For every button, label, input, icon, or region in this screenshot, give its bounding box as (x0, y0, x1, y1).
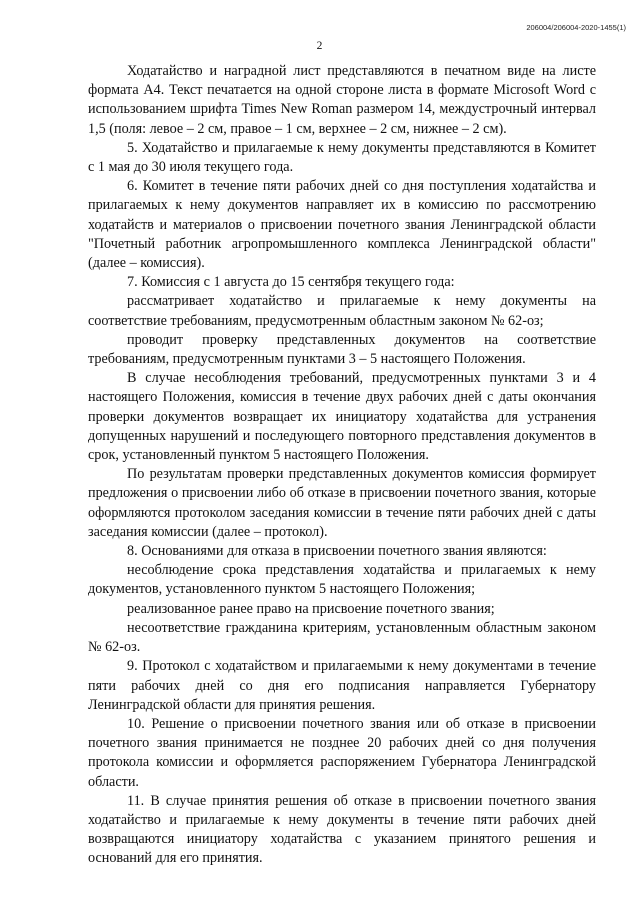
paragraph-format-requirements: Ходатайство и наградной лист представляются в печатном виде на листе формата А4. Текст печатается на одной стороне листа в формате Microsoft Word с использованием шрифта Times New Roman размером 14, междустрочный интервал 1,5 (поля: левое – 2 см, правое – 1 см, верхнее – 2 см, нижнее – 2 см). (88, 63, 596, 137)
paragraph-8-ground-criteria: несоответствие гражданина критериям, установленным областным законом № 62-оз. (88, 619, 596, 656)
paragraph-7-commission-period: 7. Комиссия с 1 августа до 15 сентября текущего года: (127, 274, 455, 291)
paragraph-11-refusal-return: 11. В случае принятия решения об отказе в присвоении почетного звания ходатайство и прилагаемые к нему документы в течение пяти рабочих дней возвращаются инициатору ходатайства с указанием принятого решения и оснований для его принятия. (88, 792, 596, 867)
paragraph-7-review-item: рассматривает ходатайство и прилагаемые к нему документы на соответствие требованиям, предусмотренным областным законом № 62-оз; (88, 293, 596, 329)
paragraph-8-ground-deadline: несоблюдение срока представления ходатайства и прилагаемых к нему документов, установленного пунктом 5 настоящего Положения; (88, 562, 596, 598)
document-id: 206004/206004-2020-1455(1) (526, 23, 626, 32)
paragraph-10-decision: 10. Решение о присвоении почетного звания или об отказе в присвоении почетного звания принимается не позднее 20 рабочих дней со дня получения протокола комиссии и оформляется распоряжением Губернатора Ленинградской области. (88, 715, 596, 790)
page-number: 2 (316, 40, 323, 52)
paragraph-6-committee-forwarding: 6. Комитет в течение пяти рабочих дней со дня поступления ходатайства и прилагаемых к нему документов направляет их в комиссию по рассмотрению ходатайств и материалов о присвоении почетного звания Ленинградской области "Почетный работник агропромышленного комплекса Ленинградской области" (далее – комиссия). (88, 178, 596, 272)
paragraph-5-submission-period: 5. Ходатайство и прилагаемые к нему документы представляются в Комитет с 1 мая до 30 июля текущего года. (88, 139, 596, 176)
document-body (88, 62, 596, 869)
paragraph-8-ground-previous-award: реализованное ранее право на присвоение почетного звания; (127, 600, 495, 617)
paragraph-non-compliance-return: В случае несоблюдения требований, предусмотренных пунктами 3 и 4 настоящего Положения, комиссия в течение двух рабочих дней с даты окончания проверки документов возвращает их инициатору ходатайства для устранения допущенных нарушений и последующего повторного представления документов в срок, установленный пунктом 5 настоящего Положения. (88, 370, 596, 464)
paragraph-7-check-item: проводит проверку представленных документов на соответствие требованиям, предусмотренным пунктами 3 – 5 настоящего Положения. (88, 331, 596, 368)
paragraph-commission-proposals: По результатам проверки представленных документов комиссия формирует предложения о присвоении либо об отказе в присвоении почетного звания, которые оформляются протоколом заседания комиссии в течение пяти рабочих дней с даты заседания комиссии (далее – протокол). (88, 466, 596, 540)
paragraph-9-protocol-to-governor: 9. Протокол с ходатайством и прилагаемыми к нему документами в течение пяти рабочих дней со дня его подписания направляется Губернатору Ленинградской области для принятия решения. (88, 658, 596, 713)
paragraph-8-refusal-grounds: 8. Основаниями для отказа в присвоении почетного звания являются: (127, 543, 547, 560)
